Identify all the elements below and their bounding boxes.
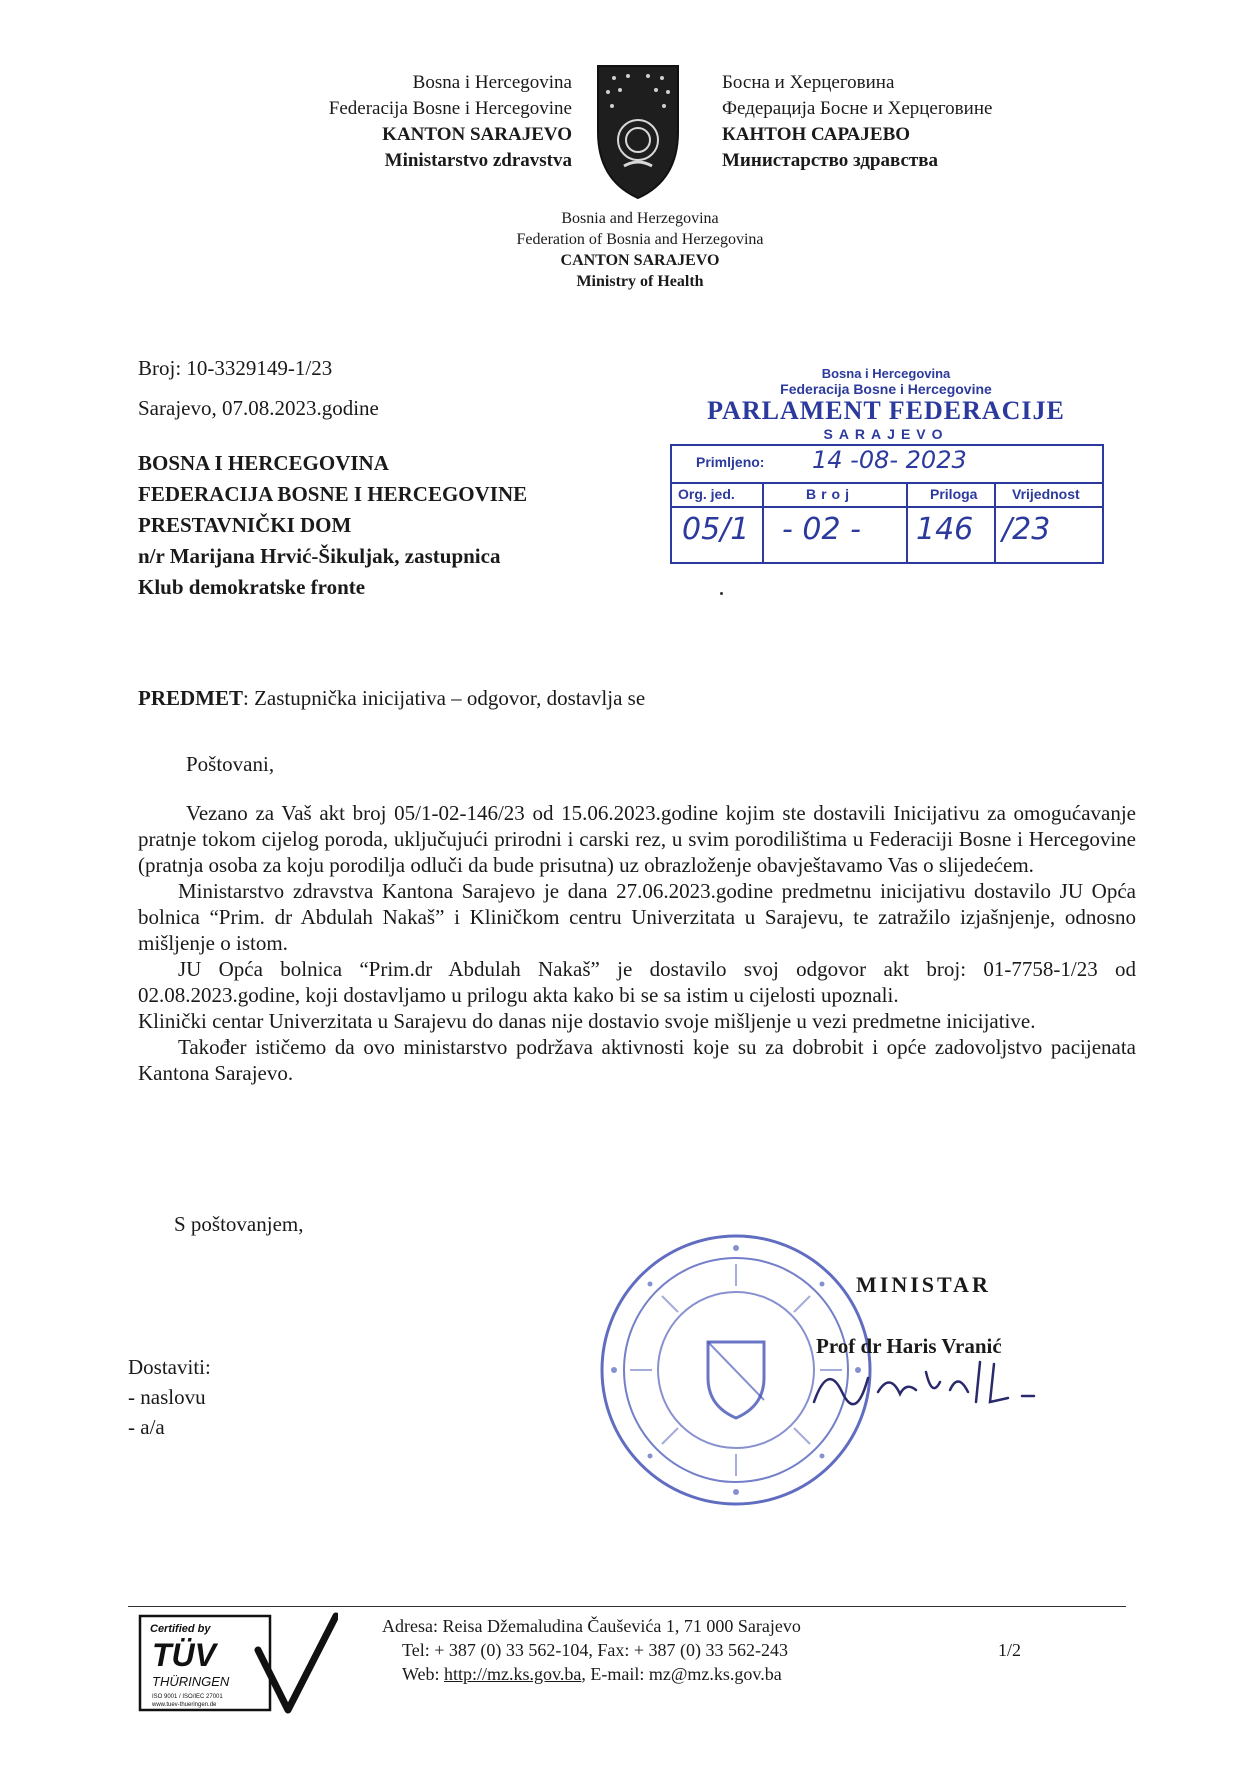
subject-line	[138, 686, 645, 711]
header-center-line-2: Federation of Bosnia and Herzegovina	[516, 231, 764, 248]
delivery-label: Dostaviti:	[128, 1355, 211, 1379]
header-left-line-1: Bosna i Hercegovina	[412, 72, 572, 93]
header-left	[200, 70, 572, 174]
delivery-item: - naslovu	[128, 1385, 206, 1409]
recipient-line-5: Klub demokratske fronte	[138, 575, 366, 599]
tuv-iso-text: ISO 9001 / ISO/IEC 27001	[152, 1694, 223, 1700]
header-left-line-3: KANTON SARAJEVO	[382, 124, 572, 145]
body-paragraph-4: Klinički centar Univerzitata u Sarajevu do danas nije dostavio svoje mišljenje u vezi predmetne inicijative.	[138, 1009, 1036, 1033]
stamp-row-received	[672, 446, 1102, 484]
subject-label: PREDMET	[138, 686, 243, 710]
footer-web-label: Web:	[402, 1664, 445, 1684]
stamp-line-4: SARAJEVO	[823, 426, 949, 442]
body-paragraph-5: Također ističemo da ovo ministarstvo podržava aktivnosti koje su za dobrobit i opće zadovoljstvo pacijenata Kantona Sarajevo.	[138, 1035, 1136, 1085]
closing: S poštovanjem,	[174, 1212, 304, 1236]
stamp-col-vrijednost: Vrijednost	[1012, 486, 1080, 502]
stamp-received-date: 14 -08- 2023	[812, 446, 967, 474]
header-center-line-4: Ministry of Health	[576, 273, 704, 290]
recipient-line-2: FEDERACIJA BOSNE I HERCEGOVINE	[138, 482, 528, 506]
received-stamp	[668, 366, 1104, 572]
header-center-line-1: Bosnia and Herzegovina	[561, 210, 719, 227]
signature-icon	[808, 1342, 1068, 1422]
footer-address: Adresa: Reisa Džemaludina Čauševića 1, 71 000 Sarajevo	[382, 1616, 801, 1636]
subject-text: : Zastupnička inicijativa – odgovor, dostavlja se	[243, 686, 646, 710]
footer-contact	[382, 1614, 801, 1686]
header-left-line-4: Ministarstvo zdravstva	[384, 150, 572, 171]
header-right-line-3: КАНТОН САРАЈЕВО	[722, 124, 911, 145]
page-number: 1/2	[998, 1640, 1022, 1660]
stamp-divider	[762, 484, 764, 562]
tuv-certified-text: Certified by	[150, 1623, 211, 1635]
header-right-line-1: Босна и Херцеговина	[722, 72, 895, 93]
tuv-url-text: www.tuev-thueringen.de	[152, 1702, 217, 1708]
stamp-line-2: Federacija Bosne i Hercegovine	[780, 381, 992, 397]
stamp-val-org: 05/1	[682, 512, 750, 547]
stamp-col-org: Org. jed.	[678, 486, 735, 502]
stamp-val-broj: - 02 -	[782, 512, 861, 547]
body-paragraph-1: Vezano za Vaš akt broj 05/1-02-146/23 od 15.06.2023.godine kojim ste dostavili Inicijativu za omogućavanje pratnje tokom cijelog poroda, uključujući prirodni i carski rez, u svim porodilištima u Federaciji Bosne i Hercegovine (pratnja osoba za koju porodilja odluči da bude prisutna) uz obrazloženje obavještavamo Vas o slijedećem.	[138, 801, 1136, 877]
signatory-title: MINISTAR	[856, 1272, 991, 1297]
body-paragraph-2: Ministarstvo zdravstva Kantona Sarajevo je dana 27.06.2023.godine predmetnu inicijativu dostavilo JU Opća bolnica “Prim. dr Abdulah Nakaš” i Kliničkom centru Univerzitata u Sarajevu, te zatražilo izjašnjenje, odnosno mišljenje o istom.	[138, 879, 1136, 955]
header-right-line-2: Федерација Босне и Херцеговине	[722, 98, 993, 119]
header-center-line-3: CANTON SARAJEVO	[560, 252, 720, 269]
reference-date: Sarajevo, 07.08.2023.godine	[138, 396, 379, 420]
stamp-row-headers	[672, 484, 1102, 508]
delivery-item: - a/a	[128, 1415, 165, 1439]
coat-of-arms-icon	[594, 62, 682, 202]
body-paragraph-3: JU Opća bolnica “Prim.dr Abdulah Nakaš” je dostavilo svoj odgovor akt broj: 01-7758-1/23 od 02.08.2023.godine, koji dostavljamo u prilogu akta kako bi se sa istim u cijelosti upoznali.	[138, 957, 1136, 1007]
recipient-line-1: BOSNA I HERCEGOVINA	[138, 451, 389, 475]
ink-dot	[720, 592, 723, 595]
stamp-divider	[994, 484, 996, 562]
stamp-table	[670, 444, 1104, 564]
header-center	[430, 208, 850, 292]
stamp-val-vrijednost: /23	[1002, 512, 1051, 547]
footer-divider	[128, 1606, 1126, 1607]
letter-body	[138, 800, 1136, 1086]
tuv-certification-logo	[138, 1610, 338, 1714]
delivery-list	[128, 1352, 211, 1442]
signatory-name: Prof dr Haris Vranić	[816, 1334, 1002, 1358]
recipient-line-3: PRESTAVNIČKI DOM	[138, 513, 352, 537]
stamp-divider	[906, 484, 908, 562]
reference-number: Broj: 10-3329149-1/23	[138, 356, 333, 380]
tuv-region-text: THÜRINGEN	[152, 1674, 230, 1689]
stamp-line-3: PARLAMENT FEDERACIJE	[707, 396, 1065, 425]
tuv-brand-text: TÜV	[152, 1637, 216, 1673]
header-right-line-4: Министарство здравства	[722, 150, 938, 171]
stamp-received-label: Primljeno:	[696, 454, 765, 470]
header-left-line-2: Federacija Bosne i Hercegovine	[328, 98, 572, 119]
footer-web-link[interactable]: http://mz.ks.gov.ba	[444, 1664, 582, 1684]
stamp-col-priloga: Priloga	[930, 486, 978, 502]
greeting: Poštovani,	[186, 752, 275, 776]
footer-web-line	[382, 1662, 801, 1686]
stamp-col-broj: Broj	[806, 486, 854, 502]
footer-email: , E-mail: mz@mz.ks.gov.ba	[581, 1664, 782, 1684]
stamp-val-priloga: 146	[916, 512, 974, 547]
footer-phone: Tel: + 387 (0) 33 562-104, Fax: + 387 (0) 33 562-243	[402, 1640, 788, 1660]
stamp-line-1: Bosna i Hercegovina	[821, 366, 951, 381]
recipient-line-4: n/r Marijana Hrvić-Šikuljak, zastupnica	[138, 544, 501, 568]
recipient-block	[138, 448, 527, 603]
header-right	[722, 70, 1142, 174]
